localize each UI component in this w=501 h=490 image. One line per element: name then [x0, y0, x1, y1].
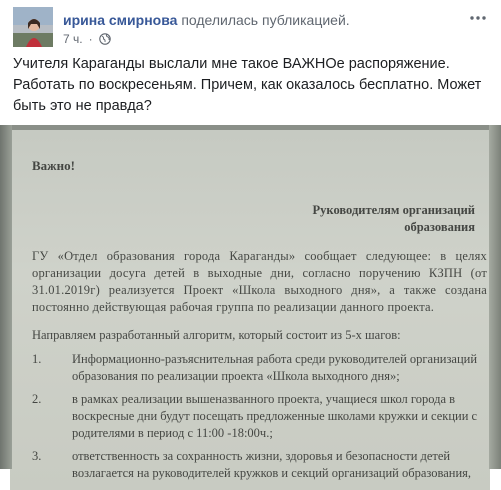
author-line	[63, 11, 350, 29]
photo-shadow-right	[489, 125, 501, 469]
document-paragraph-2: Направляем разработанный алгоритм, который состоит из 5-х шагов:	[32, 328, 401, 342]
post-message: Учителя Караганды выслали мне такое ВАЖНОе распоряжение. Работать по воскресеньям. Причем, как оказалось бесплатно. Может быть это не правда?	[13, 56, 482, 114]
meta-separator: ·	[88, 32, 93, 46]
document-step-text: в рамках реализации вышеназванного проекта, учащиеся школ города в воскресные дни будут посещать предложенные школами кружки и секции с родителями в период с 11:00 -18:00ч.;	[72, 392, 478, 440]
document-steps-list	[32, 351, 487, 488]
document-step	[32, 351, 487, 385]
document-step	[32, 391, 487, 442]
author-name-link[interactable]: ирина смирнова	[63, 12, 178, 28]
photo-shadow-left	[0, 125, 12, 469]
avatar-image	[13, 7, 53, 47]
document-important-note: Важно!	[32, 158, 75, 173]
document-step-number: 3.	[32, 449, 42, 463]
document-step	[32, 448, 487, 482]
document-step-text: ответственность за сохранность жизни, здоровья и безопасности детей возлагается на руководителей кружков и секций организаций образования,	[72, 449, 472, 480]
post-photo[interactable]	[0, 125, 501, 480]
post-meta	[63, 31, 111, 47]
timestamp-link[interactable]: 7 ч.	[63, 32, 83, 46]
document-addressee: Руководителям организаций образования	[312, 203, 475, 234]
avatar[interactable]	[13, 7, 53, 47]
document-step-number: 2.	[32, 392, 42, 406]
share-action-text: поделилась публикацией.	[181, 12, 350, 28]
more-options-icon[interactable]	[468, 10, 488, 26]
document-step-text: Информационно-разъяснительная работа среди руководителей организаций образования по реализации проекта «Школа выходного дня»;	[72, 352, 478, 383]
document-step-number: 1.	[32, 352, 42, 366]
globe-icon[interactable]	[99, 33, 111, 45]
document-paragraph-1: ГУ «Отдел образования города Караганды» сообщает следующее: в целях организации досуга детей в выходные дни, согласно поручению КЗПН (от 31.01.2019г) реализуется Проект «Школа выходного дня», а также создана постоянно действующая рабочая группа по реализации данного проекта.	[32, 249, 487, 314]
document-photo	[10, 130, 490, 490]
